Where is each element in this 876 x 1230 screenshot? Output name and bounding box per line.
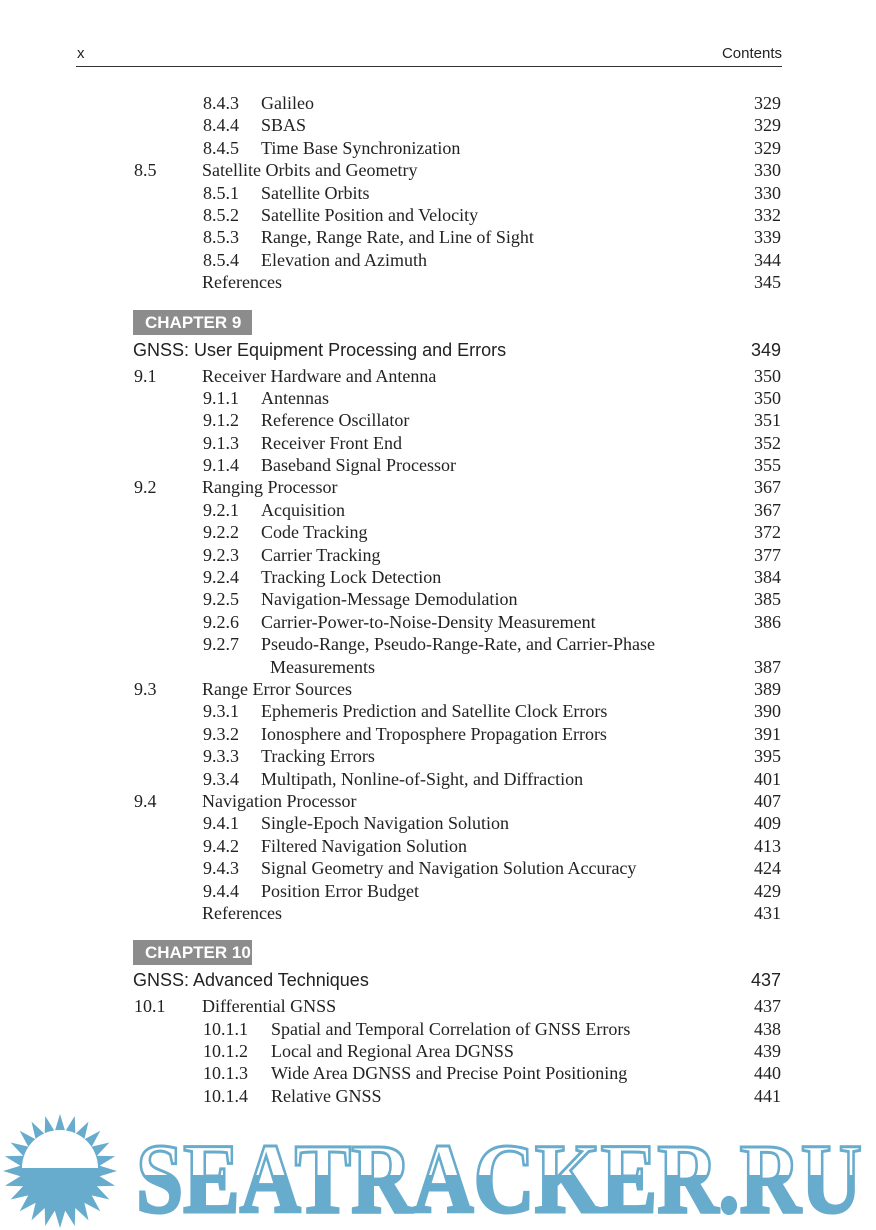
entry-page: 389 bbox=[754, 678, 781, 699]
header-rule bbox=[76, 66, 782, 67]
entry-title: Acquisition bbox=[261, 499, 345, 520]
entry-number: 10.1.1 bbox=[203, 1018, 248, 1039]
chapter-badge: CHAPTER 10 bbox=[133, 940, 252, 965]
entry-page: 407 bbox=[754, 790, 781, 811]
toc-entry[interactable] bbox=[0, 678, 876, 700]
running-title: Contents bbox=[721, 45, 782, 62]
entry-page: 350 bbox=[754, 365, 781, 386]
entry-title: Multipath, Nonline-of-Sight, and Diffraction bbox=[261, 768, 584, 789]
toc-entry[interactable] bbox=[0, 995, 876, 1017]
toc-entry[interactable] bbox=[0, 499, 876, 521]
entry-title: SBAS bbox=[261, 115, 307, 136]
entry-title: Wide Area DGNSS and Precise Point Positioning bbox=[271, 1063, 628, 1084]
entry-title: Galileo bbox=[261, 93, 314, 113]
entry-page: 390 bbox=[754, 701, 781, 722]
entry-page: 351 bbox=[754, 410, 781, 431]
entry-number: 8.5.4 bbox=[203, 249, 239, 270]
entry-number: 9.1.2 bbox=[203, 410, 239, 431]
entry-number: 9.2 bbox=[134, 477, 157, 498]
toc-entry[interactable] bbox=[0, 409, 876, 431]
entry-title: Filtered Navigation Solution bbox=[261, 835, 467, 856]
entry-title: Carrier-Power-to-Noise-Density Measurement bbox=[261, 611, 596, 632]
entry-title: Range Error Sources bbox=[202, 678, 352, 699]
chapter-page: 349 bbox=[750, 339, 781, 360]
entry-title: References bbox=[202, 272, 282, 293]
entry-number: 9.1.3 bbox=[203, 432, 239, 453]
entry-title: Ranging Processor bbox=[202, 477, 338, 498]
entry-number: 9.4.2 bbox=[203, 835, 239, 856]
entry-title: Single-Epoch Navigation Solution bbox=[261, 813, 509, 834]
entry-page: 367 bbox=[754, 499, 781, 520]
entry-page: 350 bbox=[754, 387, 781, 408]
toc-entry[interactable] bbox=[0, 611, 876, 633]
toc-entry[interactable] bbox=[0, 723, 876, 745]
chapter-heading[interactable] bbox=[0, 965, 876, 995]
entry-title: Code Tracking bbox=[261, 522, 368, 543]
table-of-contents bbox=[0, 92, 876, 1115]
entry-page: 431 bbox=[754, 902, 781, 923]
entry-page: 329 bbox=[754, 93, 781, 113]
toc-entry[interactable] bbox=[0, 880, 876, 902]
toc-entry[interactable] bbox=[0, 137, 876, 159]
toc-entry[interactable] bbox=[0, 387, 876, 409]
entry-number: 10.1.3 bbox=[203, 1063, 248, 1084]
toc-entry[interactable] bbox=[0, 271, 876, 293]
entry-title: Antennas bbox=[261, 387, 329, 408]
entry-number: 8.4.5 bbox=[203, 137, 239, 158]
entry-page: 355 bbox=[754, 455, 781, 476]
entry-page: 386 bbox=[754, 611, 781, 632]
page-number: x bbox=[77, 45, 85, 62]
toc-entry[interactable] bbox=[0, 566, 876, 588]
toc-entry[interactable] bbox=[0, 92, 876, 114]
entry-title: Satellite Position and Velocity bbox=[261, 204, 479, 225]
entry-page: 440 bbox=[754, 1063, 781, 1084]
entry-title: Navigation Processor bbox=[202, 790, 357, 811]
entry-page: 413 bbox=[754, 835, 781, 856]
entry-title: Elevation and Azimuth bbox=[261, 249, 427, 270]
entry-page: 384 bbox=[754, 567, 781, 588]
toc-entry[interactable] bbox=[0, 226, 876, 248]
entry-title: Satellite Orbits and Geometry bbox=[202, 160, 418, 181]
chapter-page: 437 bbox=[750, 970, 781, 991]
entry-number: 9.4.4 bbox=[203, 880, 239, 901]
toc-entry[interactable] bbox=[0, 1040, 876, 1062]
entry-number: 8.4.4 bbox=[203, 115, 239, 136]
toc-entry[interactable] bbox=[0, 812, 876, 834]
entry-page: 339 bbox=[754, 227, 781, 248]
entry-number: 9.2.6 bbox=[203, 611, 239, 632]
entry-page: 367 bbox=[754, 477, 781, 498]
entry-page: 372 bbox=[754, 522, 781, 543]
toc-entry[interactable] bbox=[0, 114, 876, 136]
entry-page: 329 bbox=[754, 115, 781, 136]
entry-number: 9.3.1 bbox=[203, 701, 239, 722]
entry-title: Tracking Lock Detection bbox=[261, 567, 442, 588]
entry-title: Ephemeris Prediction and Satellite Clock Errors bbox=[261, 701, 608, 722]
entry-page: 391 bbox=[754, 723, 781, 744]
entry-page: 409 bbox=[754, 813, 781, 834]
entry-number: 10.1.2 bbox=[203, 1041, 248, 1062]
entry-title: Carrier Tracking bbox=[261, 544, 381, 565]
sun-icon bbox=[3, 1114, 117, 1228]
chapter-badge: CHAPTER 9 bbox=[133, 310, 252, 335]
entry-title: Range, Range Rate, and Line of Sight bbox=[261, 227, 534, 248]
entry-page: 439 bbox=[754, 1041, 781, 1062]
entry-number: 9.4.3 bbox=[203, 858, 239, 879]
entry-page: 385 bbox=[754, 589, 781, 610]
entry-title: Differential GNSS bbox=[202, 996, 337, 1017]
toc-entry[interactable] bbox=[0, 249, 876, 271]
entry-title: Tracking Errors bbox=[261, 746, 375, 767]
entry-page: 438 bbox=[754, 1018, 781, 1039]
entry-page: 395 bbox=[754, 746, 781, 767]
toc-entry[interactable] bbox=[0, 588, 876, 610]
entry-number: 9.1 bbox=[134, 365, 157, 386]
entry-page: 345 bbox=[754, 272, 781, 293]
toc-entry[interactable] bbox=[0, 768, 876, 790]
toc-entry[interactable] bbox=[0, 454, 876, 476]
toc-entry[interactable] bbox=[0, 521, 876, 543]
entry-title: Receiver Hardware and Antenna bbox=[202, 365, 437, 386]
entry-number: 9.1.1 bbox=[203, 387, 239, 408]
entry-title: Satellite Orbits bbox=[261, 182, 370, 203]
toc-entry[interactable] bbox=[0, 790, 876, 812]
toc-entry[interactable] bbox=[0, 182, 876, 204]
entry-page: 332 bbox=[754, 204, 781, 225]
watermark-logo bbox=[0, 1112, 876, 1230]
entry-number: 9.3.3 bbox=[203, 746, 239, 767]
entry-number: 8.5.3 bbox=[203, 227, 239, 248]
chapter-title: GNSS: User Equipment Processing and Errors bbox=[133, 339, 507, 360]
entry-title: Baseband Signal Processor bbox=[261, 455, 456, 476]
entry-page: 441 bbox=[754, 1085, 781, 1106]
entry-page: 429 bbox=[754, 880, 781, 901]
entry-number: 8.5 bbox=[134, 160, 157, 181]
toc-entry[interactable] bbox=[0, 476, 876, 498]
entry-page: 377 bbox=[754, 544, 781, 565]
toc-entry[interactable] bbox=[0, 656, 876, 678]
entry-title: Measurements bbox=[270, 656, 375, 677]
entry-number: 9.4 bbox=[134, 790, 157, 811]
entry-title: Signal Geometry and Navigation Solution Accuracy bbox=[261, 858, 637, 879]
entry-number: 10.1.4 bbox=[203, 1085, 248, 1106]
entry-number: 9.2.4 bbox=[203, 567, 239, 588]
entry-number: 9.2.1 bbox=[203, 499, 239, 520]
entry-title: Position Error Budget bbox=[261, 880, 419, 901]
entry-number: 9.3 bbox=[134, 678, 157, 699]
entry-number: 9.2.3 bbox=[203, 544, 239, 565]
entry-page: 352 bbox=[754, 432, 781, 453]
toc-entry[interactable] bbox=[0, 544, 876, 566]
entry-number: 9.1.4 bbox=[203, 455, 239, 476]
entry-page: 387 bbox=[754, 656, 781, 677]
chapter-title: GNSS: Advanced Techniques bbox=[133, 970, 369, 991]
entry-number: 9.2.2 bbox=[203, 522, 239, 543]
entry-number: 8.5.2 bbox=[203, 204, 239, 225]
entry-page: 329 bbox=[754, 137, 781, 158]
entry-title: Spatial and Temporal Correlation of GNSS Errors bbox=[271, 1018, 631, 1039]
entry-number: 9.3.4 bbox=[203, 768, 239, 789]
entry-page: 330 bbox=[754, 182, 781, 203]
chapter-heading[interactable] bbox=[0, 335, 876, 365]
toc-entry[interactable] bbox=[0, 902, 876, 924]
toc-entry[interactable] bbox=[0, 1085, 876, 1107]
entry-page: 344 bbox=[754, 249, 781, 270]
entry-title: Navigation-Message Demodulation bbox=[261, 589, 518, 610]
toc-entry[interactable] bbox=[0, 857, 876, 879]
entry-title: Ionosphere and Troposphere Propagation Errors bbox=[261, 723, 607, 744]
entry-title: Receiver Front End bbox=[261, 432, 402, 453]
toc-entry[interactable] bbox=[0, 365, 876, 387]
toc-entry[interactable] bbox=[0, 835, 876, 857]
entry-number: 8.5.1 bbox=[203, 182, 239, 203]
entry-title: Reference Oscillator bbox=[261, 410, 410, 431]
entry-page: 330 bbox=[754, 160, 781, 181]
watermark-text: SEATRACKER.RU bbox=[136, 1123, 862, 1230]
entry-page: 437 bbox=[754, 996, 781, 1017]
entry-number: 9.2.5 bbox=[203, 589, 239, 610]
entry-number: 10.1 bbox=[134, 996, 166, 1017]
toc-entry[interactable] bbox=[0, 204, 876, 226]
entry-number: 9.4.1 bbox=[203, 813, 239, 834]
toc-entry[interactable] bbox=[0, 432, 876, 454]
toc-entry[interactable] bbox=[0, 1062, 876, 1084]
toc-entry[interactable] bbox=[0, 1018, 876, 1040]
entry-number: 9.3.2 bbox=[203, 723, 239, 744]
toc-entry[interactable] bbox=[0, 700, 876, 722]
entry-title: Local and Regional Area DGNSS bbox=[271, 1041, 514, 1062]
entry-title: References bbox=[202, 902, 282, 923]
toc-entry[interactable] bbox=[0, 159, 876, 181]
entry-title: Pseudo-Range, Pseudo-Range-Rate, and Carrier-Phase bbox=[261, 634, 656, 655]
entry-title: Time Base Synchronization bbox=[261, 137, 461, 158]
entry-number: 8.4.3 bbox=[203, 93, 239, 113]
entry-number: 9.2.7 bbox=[203, 634, 239, 655]
entry-page: 401 bbox=[754, 768, 781, 789]
toc-entry[interactable] bbox=[0, 745, 876, 767]
entry-title: Relative GNSS bbox=[271, 1085, 382, 1106]
toc-entry[interactable] bbox=[0, 633, 876, 655]
entry-page: 424 bbox=[754, 858, 781, 879]
